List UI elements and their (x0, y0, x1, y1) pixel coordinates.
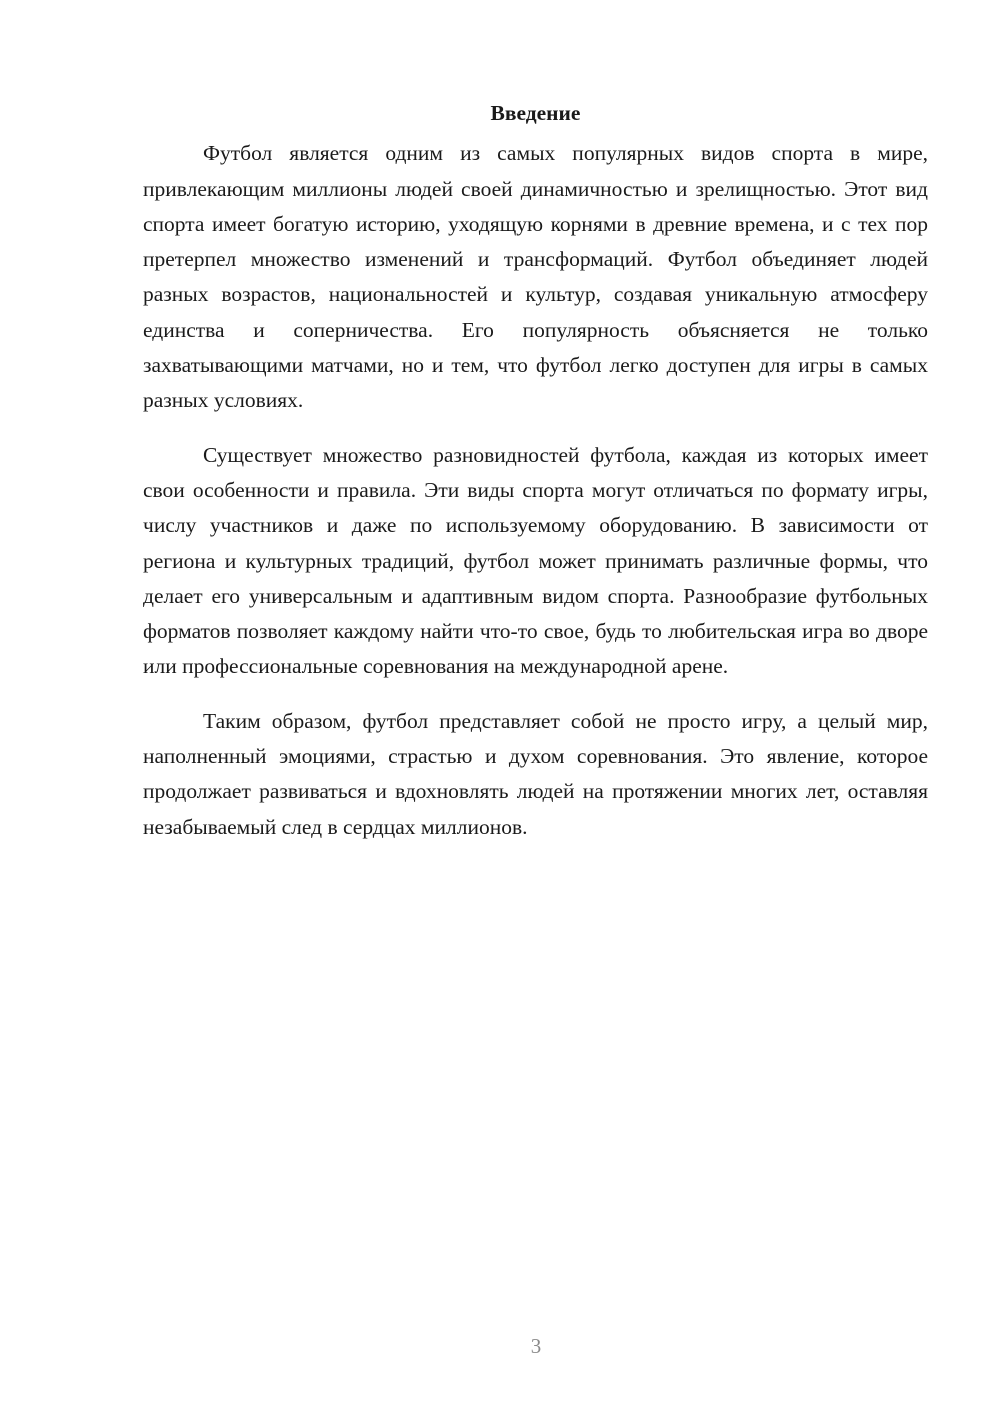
page-content (143, 96, 928, 864)
paragraph-1: Футбол является одним из самых популярных видов спорта в мире, привлекающим миллионы людей своей динамичностью и зрелищностью. Этот вид спорта имеет богатую историю, уходящую корнями в древние времена, и с тех пор претерпел множество изменений и трансформаций. Футбол объединяет людей разных возрастов, национальностей и культур, создавая уникальную атмосферу единства и соперничества. Его популярность объясняется не только захватывающими матчами, но и тем, что футбол легко доступен для игры в самых разных условиях. (143, 141, 928, 413)
section-title: Введение (490, 101, 581, 125)
paragraph-2: Существует множество разновидностей футбола, каждая из которых имеет свои особенности и правила. Эти виды спорта могут отличаться по формату игры, числу участников и даже по используемому оборудованию. В зависимости от региона и культурных традиций, футбол может принимать различные формы, что делает его универсальным и адаптивным видом спорта. Разнообразие футбольных форматов позволяет каждому найти что-то свое, будь то любительская игра во дворе или профессиональные соревнования на международной арене. (143, 442, 928, 679)
paragraph-3: Таким образом, футбол представляет собой не просто игру, а целый мир, наполненный эмоциями, страстью и духом соревнования. Это явление, которое продолжает развиваться и вдохновлять людей на протяжении многих лет, оставляя незабываемый след в сердцах миллионов. (143, 708, 928, 839)
page-number: 3 (530, 1334, 542, 1358)
